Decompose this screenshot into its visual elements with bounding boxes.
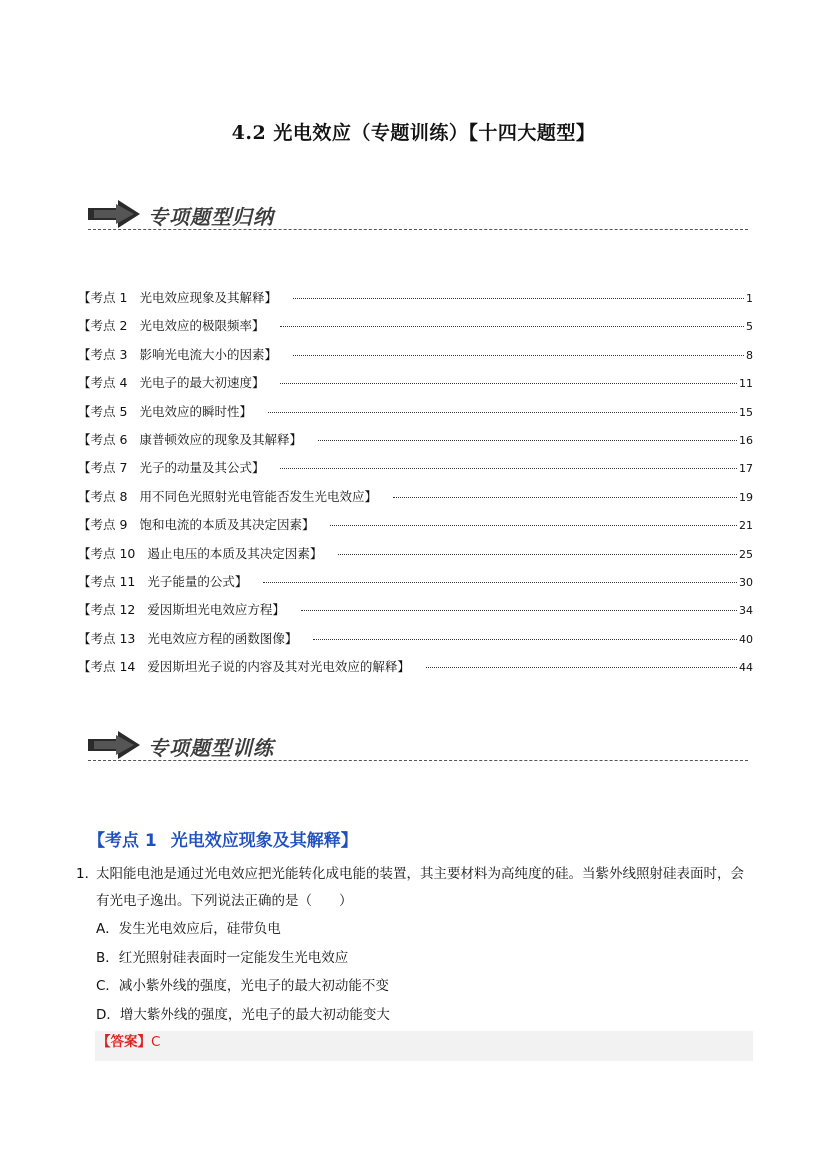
- toc-entry[interactable]: [78, 373, 753, 401]
- toc-page-number: 30: [739, 575, 753, 589]
- toc-entry[interactable]: [78, 629, 753, 657]
- question-number: 1．: [76, 866, 99, 882]
- toc-entry-label: [78, 316, 264, 334]
- training-banner-label: 专项题型训练: [148, 736, 274, 760]
- toc-entry-code: 【考点 11: [78, 573, 136, 589]
- toc-entry-code: 【考点 4: [78, 375, 128, 391]
- toc-entry-topic: 光电效应的瞬时性】: [139, 403, 252, 419]
- option-c: C．减小紫外线的强度，光电子的最大初动能不变: [96, 978, 389, 994]
- toc-entry-topic: 用不同色光照射光电管能否发生光电效应】: [139, 488, 377, 504]
- toc-leader-dots: [426, 667, 737, 668]
- toc-entry-topic: 饱和电流的本质及其决定因素】: [139, 517, 315, 533]
- answer-bar: [95, 1031, 753, 1061]
- toc-entry[interactable]: [78, 458, 753, 486]
- toc-entry-code: 【考点 12: [78, 602, 136, 618]
- toc-leader-dots: [280, 468, 737, 469]
- toc-entry-topic: 爱因斯坦光子说的内容及其对光电效应的解释】: [147, 659, 410, 675]
- toc-entry-code: 【考点 14: [78, 659, 136, 675]
- toc-entry-label: [78, 430, 302, 448]
- toc-entry-topic: 爱因斯坦光电效应方程】: [147, 602, 285, 618]
- toc-entry[interactable]: [78, 600, 753, 628]
- toc-entry-label: [78, 458, 264, 476]
- toc-entry[interactable]: [78, 544, 753, 572]
- toc-page-number: 44: [739, 661, 753, 675]
- training-banner: [88, 729, 748, 765]
- question-block: [76, 861, 756, 1029]
- toc-page-number: 1: [746, 292, 753, 305]
- toc-entry-code: 【考点 3: [78, 346, 128, 362]
- toc-entry-code: 【考点 9: [78, 517, 128, 533]
- toc-leader-dots: [393, 497, 737, 498]
- toc-entry-code: 【考点 7: [78, 460, 128, 476]
- toc-page-number: 40: [739, 632, 753, 646]
- toc-entry-label: [78, 657, 410, 675]
- toc-entry[interactable]: [78, 430, 753, 458]
- toc-entry-topic: 遏止电压的本质及其决定因素】: [147, 545, 323, 561]
- toc-leader-dots: [330, 525, 737, 526]
- document-title: 4.2 光电效应（专题训练）【十四大题型】: [231, 122, 596, 144]
- toc-leader-dots: [293, 298, 744, 299]
- toc-leader-dots: [313, 639, 737, 640]
- toc-page-number: 15: [739, 405, 753, 419]
- toc-entry-label: [78, 629, 297, 647]
- toc-entry-code: 【考点 5: [78, 403, 128, 419]
- toc-entry-topic: 光电子的最大初速度】: [139, 375, 265, 391]
- section-heading: [88, 826, 358, 851]
- banner-divider: [88, 229, 748, 230]
- toc-entry-topic: 光电效应的极限频率】: [139, 318, 265, 334]
- toc-entry-label: [78, 402, 252, 420]
- question-stem: 太阳能电池是通过光电效应把光能转化成电能的装置，其主要材料为高纯度的硅。当紫外线照射硅表面时，会有光电子逸出。下列说法正确的是（ ）: [96, 866, 744, 909]
- toc-entry-label: [78, 345, 277, 363]
- section-code: 【考点 1: [88, 831, 157, 851]
- toc-page-number: 16: [739, 433, 753, 447]
- toc-page-number: 34: [739, 604, 753, 618]
- toc-entry-topic: 光电效应方程的函数图像】: [147, 630, 298, 646]
- toc-entry[interactable]: [78, 402, 753, 430]
- toc-page-number: 5: [746, 320, 753, 334]
- toc-entry-label: [78, 487, 377, 505]
- toc-entry-label: [78, 572, 247, 590]
- toc-entry[interactable]: [78, 572, 753, 600]
- toc-entry-code: 【考点 10: [78, 545, 136, 561]
- toc-entry[interactable]: [78, 345, 753, 373]
- toc-entry-code: 【考点 2: [78, 318, 128, 334]
- toc-entry-topic: 影响光电流大小的因素】: [139, 346, 277, 362]
- toc-entry-code: 【考点 6: [78, 431, 128, 447]
- toc-entry-topic: 光子的动量及其公式】: [139, 460, 265, 476]
- toc-leader-dots: [301, 610, 737, 611]
- option-b: B．红光照射硅表面时一定能发生光电效应: [96, 949, 349, 966]
- toc-entry[interactable]: [78, 487, 753, 515]
- toc-leader-dots: [318, 440, 737, 441]
- toc-entry-topic: 光子能量的公式】: [147, 573, 248, 589]
- section-topic: 光电效应现象及其解释】: [170, 831, 358, 851]
- banner-divider: [88, 760, 748, 761]
- toc-entry-label: [78, 544, 322, 562]
- toc-leader-dots: [280, 326, 744, 327]
- answer-value: C: [151, 1034, 161, 1050]
- toc-entry-label: [78, 373, 264, 391]
- toc-entry-topic: 康普顿效应的现象及其解释】: [139, 431, 302, 447]
- option-d: D．增大紫外线的强度，光电子的最大初动能变大: [96, 1006, 390, 1023]
- toc-page-number: 19: [739, 490, 753, 504]
- summary-banner: [88, 198, 748, 234]
- toc-entry-topic: 光电效应现象及其解释】: [139, 290, 277, 305]
- toc-entry[interactable]: [78, 515, 753, 543]
- toc-leader-dots: [268, 412, 737, 413]
- summary-banner-label: 专项题型归纳: [148, 205, 274, 229]
- toc-entry[interactable]: [78, 288, 753, 316]
- answer-tag: 【答案】: [97, 1034, 151, 1050]
- option-a: A．发生光电效应后，硅带负电: [96, 921, 281, 937]
- toc-entry-label: [78, 515, 314, 533]
- toc-entry-label: [78, 600, 285, 618]
- toc-page-number: 21: [739, 519, 753, 533]
- toc-entry[interactable]: [78, 316, 753, 344]
- toc-page-number: 8: [746, 348, 753, 362]
- arrow-icon: [88, 731, 144, 759]
- arrow-icon: [88, 200, 144, 228]
- toc-entry-code: 【考点 1: [78, 290, 128, 305]
- toc-page-number: 17: [739, 462, 753, 476]
- toc-entry-code: 【考点 13: [78, 630, 136, 646]
- toc-leader-dots: [280, 383, 737, 384]
- toc-page-number: 25: [739, 547, 753, 561]
- toc-entry-code: 【考点 8: [78, 488, 128, 504]
- toc-leader-dots: [263, 582, 737, 583]
- toc-entry-label: [78, 288, 277, 306]
- toc-leader-dots: [293, 355, 744, 356]
- toc-page-number: 11: [739, 377, 753, 391]
- toc-entry[interactable]: [78, 657, 753, 685]
- table-of-contents: [78, 288, 753, 685]
- toc-leader-dots: [338, 554, 737, 555]
